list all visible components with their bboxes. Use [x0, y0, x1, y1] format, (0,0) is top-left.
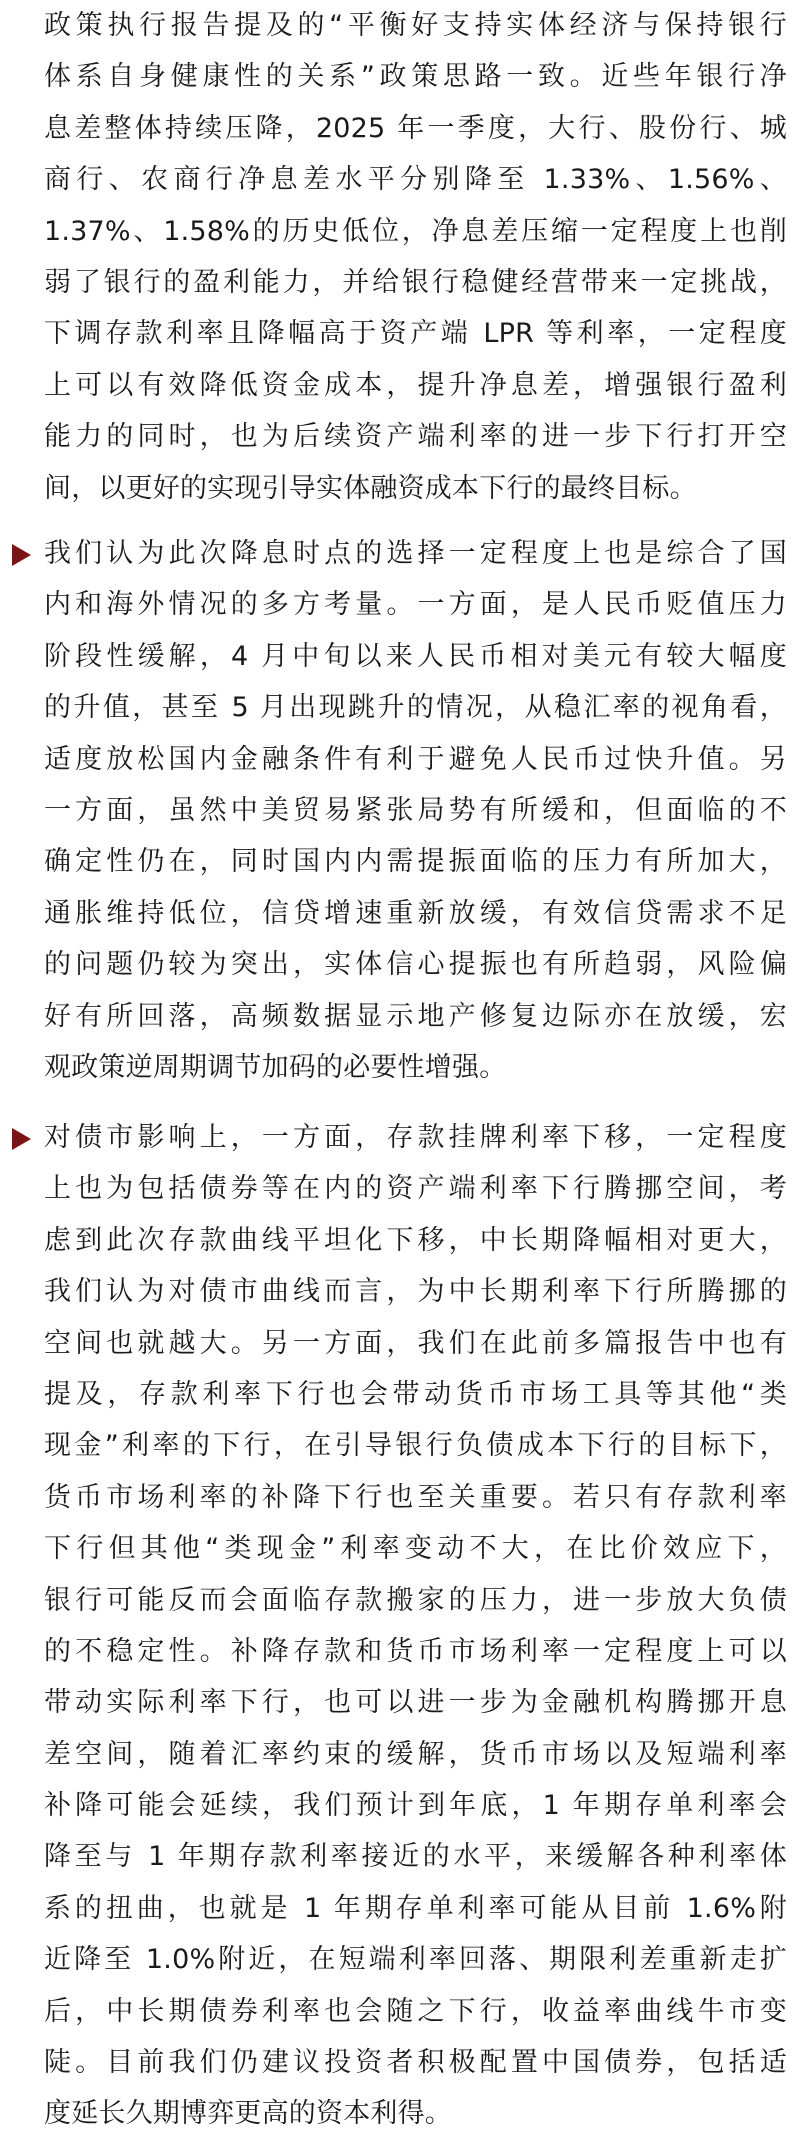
- text-line: 内和海外情况的多方考量。一方面，是人民币贬值压力: [44, 589, 787, 621]
- text-line: 息差整体持续压降，2025 年一季度，大行、股份行、城: [44, 112, 787, 144]
- text-line: 度延长久期博弈更高的资本利得。: [44, 2098, 452, 2130]
- text-line: 商行、农商行净息差水平分别降至 1.33%、1.56%、: [44, 164, 787, 196]
- text-line: 观政策逆周期调节加码的必要性增强。: [44, 1051, 507, 1083]
- text-line: 近降至 1.0%附近，在短端利率回落、期限利差重新走扩: [44, 1944, 787, 1976]
- text-line: 上也为包括债券等在内的资产端利率下行腾挪空间，考: [44, 1173, 787, 1205]
- paragraph-rate-cut-timing: [0, 528, 801, 1093]
- text-line: 能力的同时，也为后续资产端利率的进一步下行打开空: [44, 421, 787, 453]
- text-line: 现金”利率的下行，在引导银行负债成本下行的目标下，: [44, 1430, 787, 1462]
- text-line: 降至与 1 年期存款利率接近的水平，来缓解各种利率体: [44, 1841, 787, 1873]
- text-line: 对债市影响上，一方面，存款挂牌利率下移，一定程度: [44, 1122, 787, 1153]
- text-line: 弱了银行的盈利能力，并给银行稳健经营带来一定挑战，: [44, 266, 787, 298]
- text-line: 下行但其他“类现金”利率变动不大，在比价效应下，: [44, 1533, 787, 1565]
- text-line: 虑到此次存款曲线平坦化下移，中长期降幅相对更大，: [44, 1224, 787, 1256]
- text-line: 好有所回落，高频数据显示地产修复边际亦在放缓，宏: [44, 1000, 787, 1032]
- text-line: 补降可能会延续，我们预计到年底，1 年期存单利率会: [44, 1790, 787, 1822]
- text-line: 确定性仍在，同时国内内需提振面临的压力有所加大，: [44, 846, 787, 878]
- text-line: 我们认为对债市曲线而言，为中长期利率下行所腾挪的: [44, 1276, 787, 1308]
- text-line: 下调存款利率且降幅高于资产端 LPR 等利率，一定程度: [44, 318, 787, 350]
- text-line: 货币市场利率的补降下行也至关重要。若只有存款利率: [44, 1481, 787, 1513]
- text-line: 体系自身健康性的关系”政策思路一致。近些年银行净: [44, 61, 787, 93]
- text-line: 的不稳定性。补降存款和货币市场利率一定程度上可以: [44, 1635, 787, 1667]
- text-line: 间，以更好的实现引导实体融资成本下行的最终目标。: [44, 472, 697, 504]
- text-line: 1.37%、1.58%的历史低位，净息差压缩一定程度上也削: [44, 215, 787, 247]
- text-line: 阶段性缓解，4 月中旬以来人民币相对美元有较大幅度: [44, 640, 787, 672]
- text-line: 一方面，虽然中美贸易紧张局势有所缓和，但面临的不: [44, 794, 787, 826]
- text-line: 提及，存款利率下行也会带动货币市场工具等其他“类: [44, 1378, 787, 1410]
- paragraph-bond-market-impact: [0, 1112, 801, 2140]
- text-line: 的升值，甚至 5 月出现跳升的情况，从稳汇率的视角看，: [44, 692, 787, 724]
- text-line: 政策执行报告提及的“平衡好支持实体经济与保持银行: [44, 10, 787, 41]
- text-line: 银行可能反而会面临存款搬家的压力，进一步放大负债: [44, 1584, 787, 1616]
- text-line: 带动实际利率下行，也可以进一步为金融机构腾挪开息: [44, 1687, 787, 1719]
- text-line: 陡。目前我们仍建议投资者积极配置中国债券，包括适: [44, 2047, 787, 2079]
- text-line: 空间也就越大。另一方面，我们在此前多篇报告中也有: [44, 1327, 787, 1359]
- text-line: 后，中长期债券利率也会随之下行，收益率曲线牛市变: [44, 1995, 787, 2027]
- paragraph-intro: [0, 0, 801, 514]
- text-line: 系的扭曲，也就是 1 年期存单利率可能从目前 1.6%附: [44, 1892, 787, 1924]
- text-line: 差空间，随着汇率约束的缓解，货币市场以及短端利率: [44, 1738, 787, 1770]
- text-line: 上可以有效降低资金成本，提升净息差，增强银行盈利: [44, 369, 787, 401]
- text-line: 的问题仍较为突出，实体信心提振也有所趋弱，风险偏: [44, 949, 787, 981]
- text-line: 我们认为此次降息时点的选择一定程度上也是综合了国: [44, 538, 787, 569]
- text-line: 通胀维持低位，信贷增速重新放缓，有效信贷需求不足: [44, 897, 787, 929]
- text-line: 适度放松国内金融条件有利于避免人民币过快升值。另: [44, 743, 787, 775]
